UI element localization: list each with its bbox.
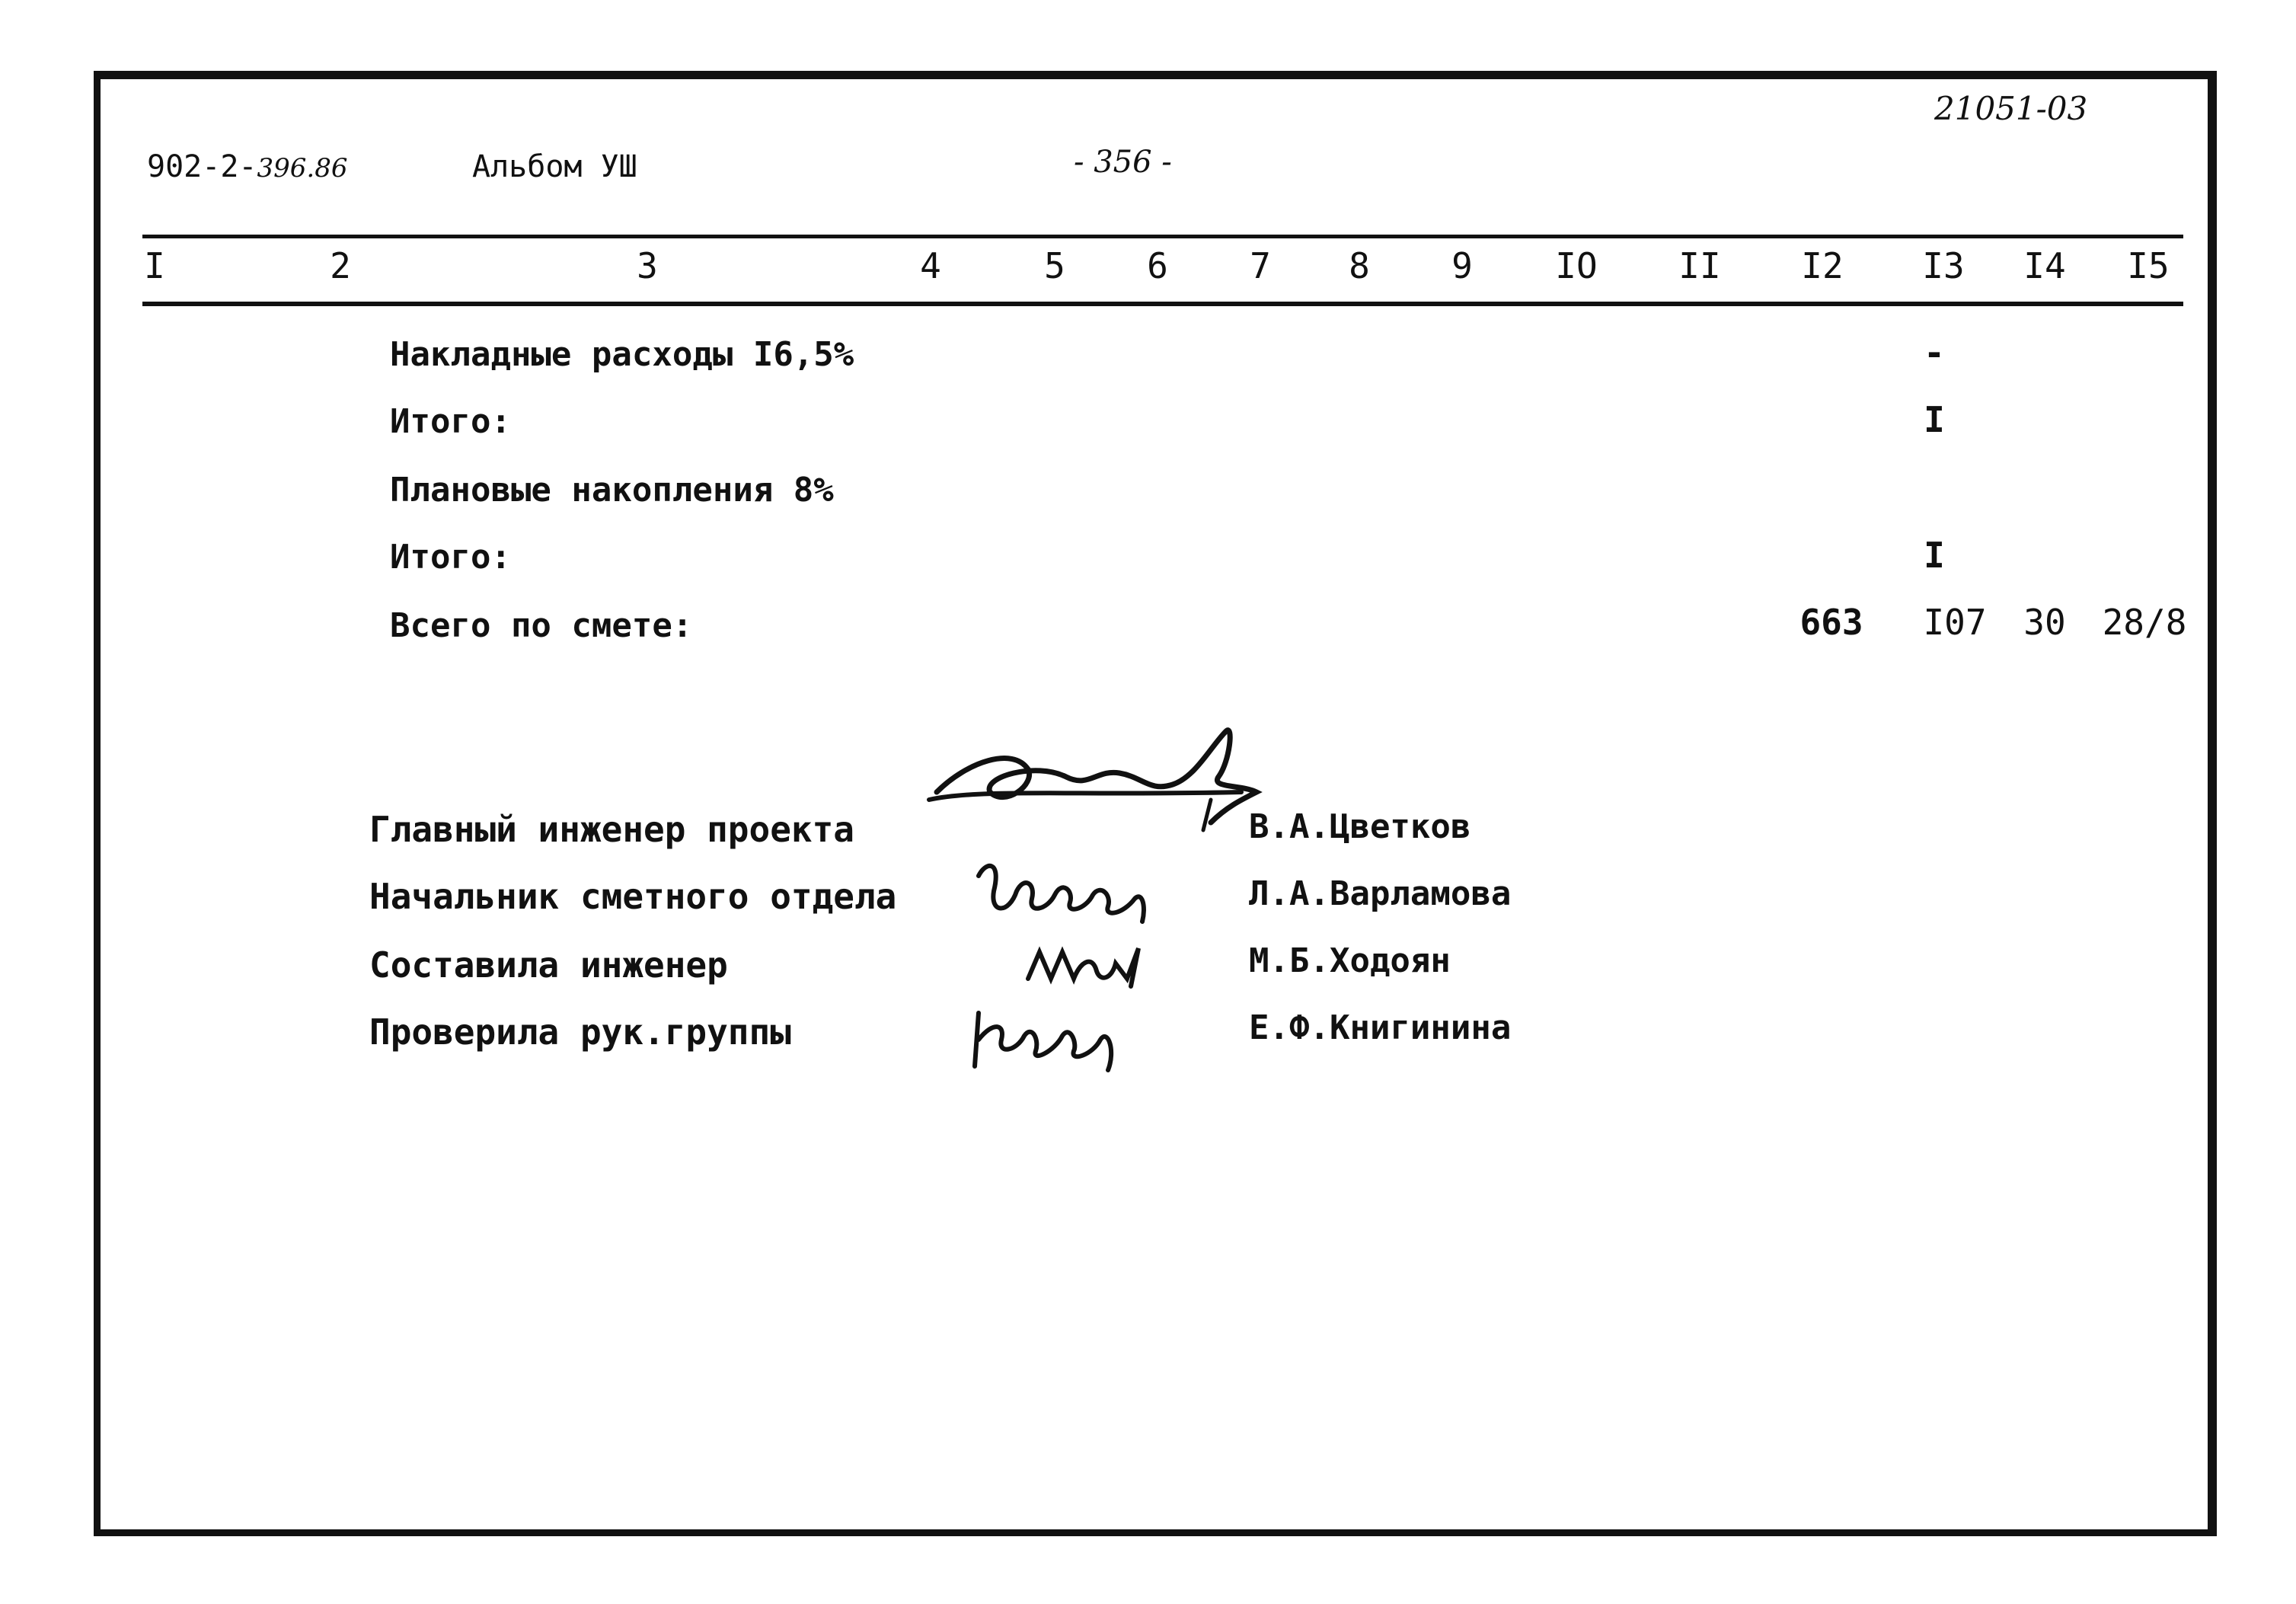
row-value-col13: I07	[1923, 602, 1987, 643]
row-value-col13: I	[1924, 535, 1945, 576]
column-number: 4	[920, 245, 941, 286]
column-number: I3	[1922, 245, 1965, 286]
document-code	[147, 149, 347, 184]
row-value-col15: 28/8	[2102, 602, 2187, 643]
column-number: 3	[637, 245, 658, 286]
signature-role: Главный инженер проекта	[369, 809, 854, 850]
album-label: Альбом УШ	[472, 149, 637, 184]
row-label: Плановые накопления 8%	[390, 471, 834, 510]
column-number: II	[1678, 245, 1721, 286]
signature-name: Е.Ф.Книгинина	[1249, 1008, 1512, 1047]
row-label: Итого:	[390, 538, 511, 577]
signature-role: Начальник сметного отдела	[369, 876, 897, 917]
column-number: IO	[1555, 245, 1598, 286]
column-number: I2	[1801, 245, 1844, 286]
signature-name: М.Б.Ходоян	[1249, 941, 1451, 980]
column-number: 8	[1349, 245, 1370, 286]
row-value-col12: 663	[1799, 602, 1863, 643]
column-number: 2	[330, 245, 351, 286]
column-number: 6	[1147, 245, 1168, 286]
column-number: 7	[1250, 245, 1271, 286]
column-number: 5	[1044, 245, 1065, 286]
table-header-bottom-rule	[142, 302, 2183, 306]
signature-scribble-chief-engineer	[921, 716, 1272, 853]
table-header-top-rule	[142, 235, 2183, 238]
row-label: Итого:	[390, 402, 511, 441]
row-value-col14: 30	[2023, 602, 2066, 643]
document-code-handwritten: 396.86	[257, 153, 348, 184]
column-number: I	[144, 245, 165, 286]
column-number: I5	[2127, 245, 2170, 286]
row-label: Накладные расходы I6,5%	[390, 335, 854, 374]
page-number: - 356 -	[1074, 145, 1172, 180]
signature-name: Л.А.Варламова	[1249, 874, 1512, 913]
archive-number: 21051-03	[1934, 90, 2088, 127]
column-number: I4	[2023, 245, 2066, 286]
row-value-col13: I	[1924, 399, 1945, 440]
signature-scribble-compiler	[1017, 933, 1161, 994]
signature-scribble-group-lead	[963, 998, 1138, 1082]
column-number: 9	[1451, 245, 1473, 286]
row-value-col13: -	[1924, 332, 1945, 373]
signature-scribble-estimate-head	[963, 853, 1177, 937]
signature-role: Составила инженер	[369, 944, 728, 986]
document-code-printed: 902-2-	[147, 149, 257, 184]
row-label-total: Всего по смете:	[390, 606, 693, 645]
signature-name: В.А.Цветков	[1249, 807, 1471, 846]
signature-role: Проверила рук.группы	[369, 1011, 791, 1053]
